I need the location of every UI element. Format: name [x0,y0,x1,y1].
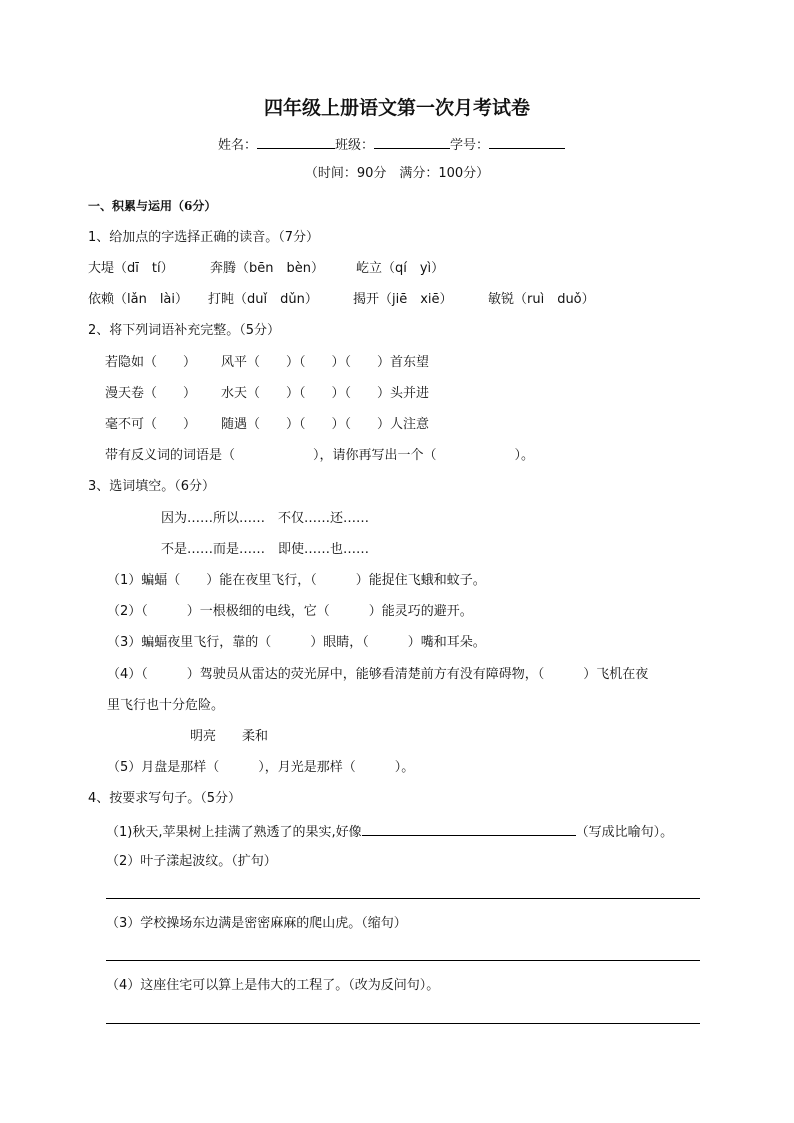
q3-sentence: （2）（ ）一根极细的电线，它（ ）能灵巧的避开。 [107,604,473,619]
q2-heading: 2、将下列词语补充完整。（5分） [88,323,281,338]
q3-sentence-continued: 里飞行也十分危险。 [107,698,225,713]
q2-item: 若隐如（ ） [105,355,197,370]
answer-line[interactable] [106,898,700,899]
q2-item: 水天（ ）（ ）（ ）头并进 [221,386,430,401]
q2-item: 漫天卷（ ） [105,386,197,401]
class-blank[interactable] [374,134,450,149]
class-label: 班级： [335,138,375,153]
id-blank[interactable] [489,134,565,149]
q1-item: 屹立（qí yì） [356,261,445,276]
q3-word-options: 不是……而是…… 即使……也…… [161,542,370,557]
q4-s1-suffix: （写成比喻句）。 [575,825,674,840]
student-info-line [218,134,565,156]
q4-sentence: （3）学校操场东边满是密密麻麻的爬山虎。（缩句） [106,916,407,931]
q3-sentence: （3）蝙蝠夜里飞行，靠的（ ）眼睛，（ ）嘴和耳朵。 [107,635,486,650]
q2-antonym-line: 带有反义词的词语是（ ），请你再写出一个（ ）。 [105,448,535,463]
q1-item: 大堤（dī tí） [88,261,174,276]
id-label: 学号： [450,138,490,153]
q2-item: 随遇（ ）（ ）（ ）人注意 [221,417,430,432]
q4-heading: 4、按要求写句子。（5分） [88,791,242,806]
exam-title: 四年级上册语文第一次月考试卷 [263,97,530,119]
q4-s1-blank[interactable] [362,821,576,836]
q3-sentence: （1）蝙蝠（ ）能在夜里飞行，（ ）能捉住飞蛾和蚊子。 [107,573,486,588]
q1-item: 揭开（jiē xiē） [353,292,453,307]
q3-word-options: 明亮 柔和 [190,729,269,744]
q2-item: 风平（ ）（ ）（ ）首东望 [221,355,430,370]
q3-heading: 3、选词填空。（6分） [88,479,216,494]
q4-sentence: （2）叶子漾起波纹。（扩句） [106,854,277,869]
q1-heading: 1、给加点的字选择正确的读音。（7分） [88,230,320,245]
q1-item: 奔腾（bēn bèn） [210,261,324,276]
q4-sentence-1 [106,821,673,843]
q3-sentence: （5）月盘是那样（ ），月光是那样（ ）。 [107,760,415,775]
q2-item: 毫不可（ ） [105,417,197,432]
name-label: 姓名： [218,138,258,153]
time-score-line: （时间：90分 满分：100分） [304,166,490,181]
q1-item: 依赖（lǎn lài） [88,292,189,307]
name-blank[interactable] [257,134,335,149]
q3-word-options: 因为……所以…… 不仅……还…… [161,511,370,526]
q4-sentence: （4）这座住宅可以算上是伟大的工程了。（改为反问句）。 [106,978,440,993]
section-heading: 一、积累与运用（6分） [88,199,217,213]
q1-item: 打盹（duǐ dǔn） [208,292,318,307]
q3-sentence: （4）（ ）驾驶员从雷达的荧光屏中，能够看清楚前方有没有障碍物，（ ）飞机在夜 [107,667,649,682]
q4-s1-prefix: （1)秋天,苹果树上挂满了熟透了的果实,好像 [106,825,362,840]
answer-line[interactable] [106,960,700,961]
answer-line[interactable] [106,1023,700,1024]
q1-item: 敏锐（ruì duǒ） [488,292,595,307]
